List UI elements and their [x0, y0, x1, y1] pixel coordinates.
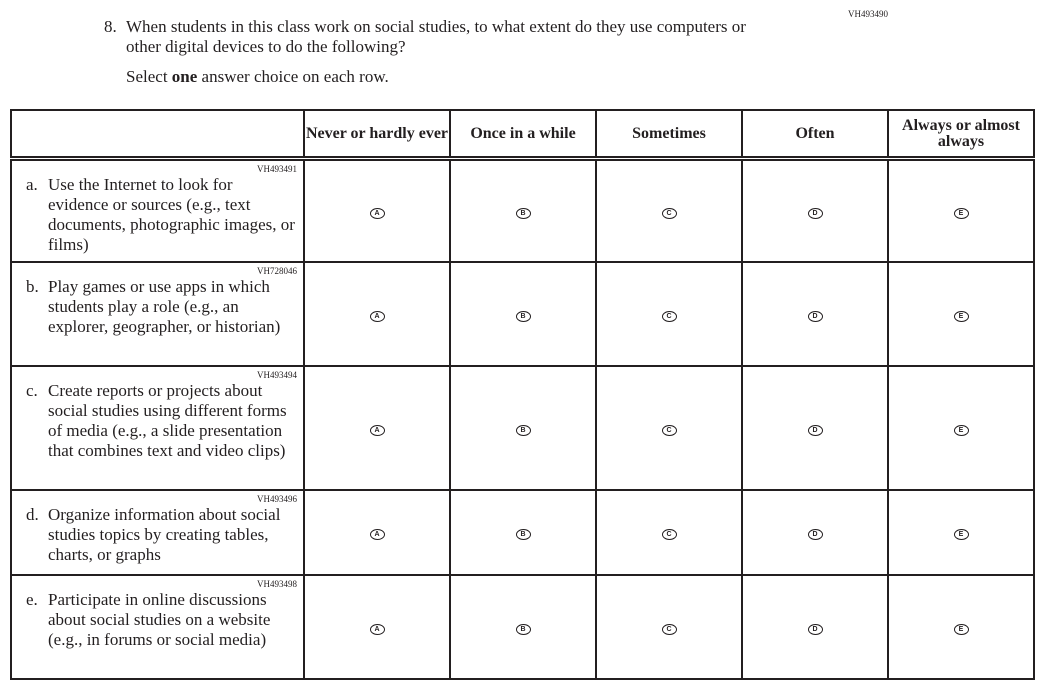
- option-cell: [596, 490, 742, 575]
- item-cell: [11, 490, 304, 575]
- option-cell: [742, 366, 888, 490]
- instruction-post: answer choice on each row.: [197, 67, 389, 86]
- question-text: When students in this class work on social studies, to what extent do they use computers or other digital devices to do the following?: [126, 17, 746, 56]
- option-cell: [596, 159, 742, 262]
- instruction: [126, 67, 389, 87]
- item-code: VH728046: [257, 265, 297, 276]
- column-header: Never or hardly ever: [304, 110, 450, 159]
- item-letter: e.: [26, 589, 38, 609]
- answer-bubble-c[interactable]: C: [662, 208, 677, 219]
- table-row: [11, 575, 1034, 679]
- answer-bubble-c[interactable]: C: [662, 529, 677, 540]
- table-row: [11, 262, 1034, 366]
- item-text: Create reports or projects about social studies using different forms of media (e.g., a slide presentation that combines text and video clips): [48, 380, 287, 460]
- instruction-bold: one: [171, 67, 198, 86]
- column-header: Once in a while: [450, 110, 596, 159]
- item-text: Use the Internet to look for evidence or sources (e.g., text documents, photographic images, or films): [48, 175, 295, 254]
- item-letter: a.: [26, 175, 38, 194]
- option-cell: [450, 575, 596, 679]
- option-cell: [888, 490, 1034, 575]
- table-row: [11, 366, 1034, 490]
- column-header: Always or almost always: [888, 110, 1034, 159]
- answer-bubble-d[interactable]: D: [808, 624, 823, 635]
- answer-bubble-a[interactable]: A: [370, 311, 385, 322]
- answer-bubble-d[interactable]: D: [808, 529, 823, 540]
- option-cell: [450, 366, 596, 490]
- item-cell: [11, 159, 304, 262]
- item-cell: [11, 366, 304, 490]
- option-cell: [742, 262, 888, 366]
- answer-bubble-d[interactable]: D: [808, 425, 823, 436]
- item-cell: [11, 575, 304, 679]
- option-cell: [304, 490, 450, 575]
- answer-bubble-c[interactable]: C: [662, 425, 677, 436]
- option-cell: [742, 159, 888, 262]
- option-cell: [888, 159, 1034, 262]
- column-header: Sometimes: [596, 110, 742, 159]
- answer-bubble-a[interactable]: A: [370, 529, 385, 540]
- answer-bubble-a[interactable]: A: [370, 425, 385, 436]
- item-code: VH493494: [257, 369, 297, 380]
- option-cell: [596, 575, 742, 679]
- answer-bubble-e[interactable]: E: [954, 208, 969, 219]
- option-cell: [304, 575, 450, 679]
- answer-bubble-b[interactable]: B: [516, 208, 531, 219]
- answer-bubble-e[interactable]: E: [954, 311, 969, 322]
- column-header: Often: [742, 110, 888, 159]
- answer-bubble-b[interactable]: B: [516, 425, 531, 436]
- option-cell: [304, 159, 450, 262]
- item-code: VH493491: [257, 164, 297, 174]
- option-cell: [888, 262, 1034, 366]
- answer-bubble-b[interactable]: B: [516, 311, 531, 322]
- answer-bubble-b[interactable]: B: [516, 624, 531, 635]
- option-cell: [450, 262, 596, 366]
- item-text: Organize information about social studies topics by creating tables, charts, or graphs: [48, 504, 281, 564]
- option-cell: [450, 159, 596, 262]
- response-grid: [10, 109, 1035, 680]
- item-cell: [11, 262, 304, 366]
- answer-bubble-e[interactable]: E: [954, 529, 969, 540]
- answer-bubble-a[interactable]: A: [370, 624, 385, 635]
- option-cell: [742, 490, 888, 575]
- item-letter: b.: [26, 276, 39, 296]
- answer-bubble-e[interactable]: E: [954, 425, 969, 436]
- option-cell: [742, 575, 888, 679]
- question-code: VH493490: [848, 9, 888, 19]
- option-cell: [450, 490, 596, 575]
- table-row: [11, 490, 1034, 575]
- option-cell: [888, 366, 1034, 490]
- answer-bubble-c[interactable]: C: [662, 624, 677, 635]
- answer-bubble-d[interactable]: D: [808, 311, 823, 322]
- option-cell: [596, 366, 742, 490]
- question-number: 8.: [104, 17, 117, 36]
- instruction-pre: Select: [126, 67, 172, 86]
- option-cell: [596, 262, 742, 366]
- answer-bubble-c[interactable]: C: [662, 311, 677, 322]
- option-cell: [304, 262, 450, 366]
- item-code: VH493496: [257, 493, 297, 504]
- item-text: Play games or use apps in which students play a role (e.g., an explorer, geographer, or historian): [48, 276, 281, 336]
- header-blank: [11, 110, 304, 159]
- table-row: [11, 159, 1034, 262]
- option-cell: [888, 575, 1034, 679]
- answer-bubble-e[interactable]: E: [954, 624, 969, 635]
- item-letter: d.: [26, 504, 39, 524]
- answer-bubble-d[interactable]: D: [808, 208, 823, 219]
- option-cell: [304, 366, 450, 490]
- answer-bubble-b[interactable]: B: [516, 529, 531, 540]
- answer-bubble-a[interactable]: A: [370, 208, 385, 219]
- item-text: Participate in online discussions about social studies on a website (e.g., in forums or social media): [48, 589, 271, 649]
- item-code: VH493498: [257, 578, 297, 589]
- item-letter: c.: [26, 380, 38, 400]
